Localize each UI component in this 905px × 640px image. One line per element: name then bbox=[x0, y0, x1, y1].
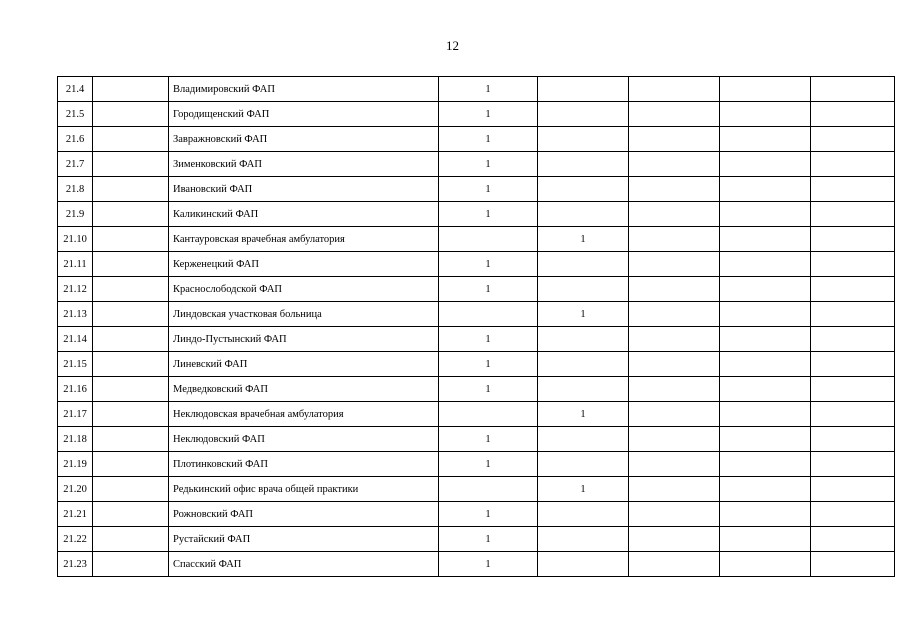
fap-count-cell: 1 bbox=[439, 427, 538, 452]
empty-cell bbox=[629, 127, 720, 152]
empty-cell bbox=[720, 127, 811, 152]
facility-name-cell: Зименковский ФАП bbox=[169, 152, 439, 177]
table-row bbox=[58, 527, 895, 552]
empty-cell bbox=[93, 202, 169, 227]
table-row bbox=[58, 127, 895, 152]
row-number-cell: 21.17 bbox=[58, 402, 93, 427]
ambulatory-count-cell bbox=[538, 452, 629, 477]
table-row bbox=[58, 427, 895, 452]
fap-count-cell: 1 bbox=[439, 277, 538, 302]
ambulatory-count-cell bbox=[538, 252, 629, 277]
row-number-cell: 21.16 bbox=[58, 377, 93, 402]
table-row bbox=[58, 302, 895, 327]
ambulatory-count-cell: 1 bbox=[538, 402, 629, 427]
fap-count-cell: 1 bbox=[439, 177, 538, 202]
empty-cell bbox=[811, 527, 895, 552]
page-number: 12 bbox=[446, 38, 459, 53]
facility-name-cell: Краснослободской ФАП bbox=[169, 277, 439, 302]
facility-name-cell: Неклюдовский ФАП bbox=[169, 427, 439, 452]
fap-count-cell bbox=[439, 227, 538, 252]
empty-cell bbox=[811, 227, 895, 252]
fap-count-cell: 1 bbox=[439, 527, 538, 552]
ambulatory-count-cell bbox=[538, 352, 629, 377]
empty-cell bbox=[629, 527, 720, 552]
ambulatory-count-cell bbox=[538, 552, 629, 577]
ambulatory-count-cell: 1 bbox=[538, 227, 629, 252]
empty-cell bbox=[811, 427, 895, 452]
facility-name-cell: Линдовская участковая больница bbox=[169, 302, 439, 327]
empty-cell bbox=[629, 402, 720, 427]
facility-name-cell: Редькинский офис врача общей практики bbox=[169, 477, 439, 502]
table-row bbox=[58, 152, 895, 177]
empty-cell bbox=[720, 427, 811, 452]
empty-cell bbox=[720, 377, 811, 402]
empty-cell bbox=[629, 152, 720, 177]
empty-cell bbox=[93, 177, 169, 202]
empty-cell bbox=[720, 527, 811, 552]
table-row bbox=[58, 402, 895, 427]
empty-cell bbox=[93, 552, 169, 577]
fap-count-cell bbox=[439, 477, 538, 502]
empty-cell bbox=[93, 402, 169, 427]
ambulatory-count-cell bbox=[538, 152, 629, 177]
fap-count-cell: 1 bbox=[439, 352, 538, 377]
empty-cell bbox=[811, 127, 895, 152]
fap-count-cell: 1 bbox=[439, 152, 538, 177]
empty-cell bbox=[93, 302, 169, 327]
ambulatory-count-cell bbox=[538, 127, 629, 152]
empty-cell bbox=[811, 327, 895, 352]
empty-cell bbox=[720, 302, 811, 327]
row-number-cell: 21.21 bbox=[58, 502, 93, 527]
empty-cell bbox=[629, 252, 720, 277]
table-row bbox=[58, 102, 895, 127]
table-body bbox=[58, 77, 895, 577]
fap-count-cell: 1 bbox=[439, 202, 538, 227]
empty-cell bbox=[93, 502, 169, 527]
empty-cell bbox=[93, 77, 169, 102]
empty-cell bbox=[629, 202, 720, 227]
empty-cell bbox=[93, 152, 169, 177]
table-row bbox=[58, 552, 895, 577]
row-number-cell: 21.5 bbox=[58, 102, 93, 127]
table-row bbox=[58, 252, 895, 277]
fap-count-cell bbox=[439, 402, 538, 427]
facility-name-cell: Линдо-Пустынский ФАП bbox=[169, 327, 439, 352]
empty-cell bbox=[93, 227, 169, 252]
facility-name-cell: Медведковский ФАП bbox=[169, 377, 439, 402]
facility-name-cell: Каликинский ФАП bbox=[169, 202, 439, 227]
facility-name-cell: Плотинковский ФАП bbox=[169, 452, 439, 477]
table-row bbox=[58, 377, 895, 402]
table-row bbox=[58, 277, 895, 302]
empty-cell bbox=[629, 177, 720, 202]
facility-name-cell: Владимировский ФАП bbox=[169, 77, 439, 102]
empty-cell bbox=[720, 102, 811, 127]
ambulatory-count-cell bbox=[538, 102, 629, 127]
empty-cell bbox=[93, 327, 169, 352]
facility-name-cell: Спасский ФАП bbox=[169, 552, 439, 577]
facility-name-cell: Линевский ФАП bbox=[169, 352, 439, 377]
empty-cell bbox=[720, 252, 811, 277]
empty-cell bbox=[93, 102, 169, 127]
empty-cell bbox=[93, 377, 169, 402]
table-row bbox=[58, 502, 895, 527]
empty-cell bbox=[720, 552, 811, 577]
empty-cell bbox=[811, 352, 895, 377]
ambulatory-count-cell bbox=[538, 527, 629, 552]
empty-cell bbox=[629, 327, 720, 352]
row-number-cell: 21.11 bbox=[58, 252, 93, 277]
empty-cell bbox=[629, 552, 720, 577]
ambulatory-count-cell bbox=[538, 327, 629, 352]
empty-cell bbox=[811, 177, 895, 202]
table-row bbox=[58, 327, 895, 352]
table-row bbox=[58, 227, 895, 252]
empty-cell bbox=[629, 452, 720, 477]
empty-cell bbox=[720, 327, 811, 352]
empty-cell bbox=[720, 277, 811, 302]
fap-count-cell: 1 bbox=[439, 552, 538, 577]
empty-cell bbox=[720, 152, 811, 177]
empty-cell bbox=[811, 77, 895, 102]
row-number-cell: 21.10 bbox=[58, 227, 93, 252]
empty-cell bbox=[811, 377, 895, 402]
row-number-cell: 21.7 bbox=[58, 152, 93, 177]
facility-name-cell: Керженецкий ФАП bbox=[169, 252, 439, 277]
row-number-cell: 21.13 bbox=[58, 302, 93, 327]
fap-count-cell: 1 bbox=[439, 452, 538, 477]
facilities-table bbox=[57, 76, 895, 577]
ambulatory-count-cell bbox=[538, 427, 629, 452]
empty-cell bbox=[811, 152, 895, 177]
empty-cell bbox=[811, 202, 895, 227]
row-number-cell: 21.12 bbox=[58, 277, 93, 302]
empty-cell bbox=[93, 452, 169, 477]
empty-cell bbox=[720, 227, 811, 252]
fap-count-cell: 1 bbox=[439, 327, 538, 352]
empty-cell bbox=[629, 77, 720, 102]
row-number-cell: 21.8 bbox=[58, 177, 93, 202]
row-number-cell: 21.15 bbox=[58, 352, 93, 377]
empty-cell bbox=[720, 177, 811, 202]
empty-cell bbox=[720, 352, 811, 377]
empty-cell bbox=[811, 302, 895, 327]
ambulatory-count-cell: 1 bbox=[538, 477, 629, 502]
facility-name-cell: Рожновский ФАП bbox=[169, 502, 439, 527]
facility-name-cell: Городищенский ФАП bbox=[169, 102, 439, 127]
table-row bbox=[58, 177, 895, 202]
empty-cell bbox=[629, 102, 720, 127]
empty-cell bbox=[629, 302, 720, 327]
table-row bbox=[58, 477, 895, 502]
row-number-cell: 21.14 bbox=[58, 327, 93, 352]
fap-count-cell: 1 bbox=[439, 502, 538, 527]
empty-cell bbox=[629, 427, 720, 452]
empty-cell bbox=[720, 202, 811, 227]
empty-cell bbox=[811, 452, 895, 477]
row-number-cell: 21.9 bbox=[58, 202, 93, 227]
empty-cell bbox=[629, 477, 720, 502]
empty-cell bbox=[720, 402, 811, 427]
empty-cell bbox=[93, 277, 169, 302]
fap-count-cell bbox=[439, 302, 538, 327]
empty-cell bbox=[93, 127, 169, 152]
table-row bbox=[58, 352, 895, 377]
empty-cell bbox=[93, 352, 169, 377]
empty-cell bbox=[720, 452, 811, 477]
ambulatory-count-cell: 1 bbox=[538, 302, 629, 327]
fap-count-cell: 1 bbox=[439, 252, 538, 277]
empty-cell bbox=[811, 502, 895, 527]
empty-cell bbox=[93, 427, 169, 452]
empty-cell bbox=[93, 527, 169, 552]
empty-cell bbox=[629, 352, 720, 377]
facility-name-cell: Неклюдовская врачебная амбулатория bbox=[169, 402, 439, 427]
fap-count-cell: 1 bbox=[439, 127, 538, 152]
empty-cell bbox=[720, 77, 811, 102]
ambulatory-count-cell bbox=[538, 502, 629, 527]
ambulatory-count-cell bbox=[538, 77, 629, 102]
table-row bbox=[58, 77, 895, 102]
ambulatory-count-cell bbox=[538, 277, 629, 302]
empty-cell bbox=[811, 477, 895, 502]
row-number-cell: 21.22 bbox=[58, 527, 93, 552]
empty-cell bbox=[93, 477, 169, 502]
ambulatory-count-cell bbox=[538, 202, 629, 227]
empty-cell bbox=[811, 102, 895, 127]
empty-cell bbox=[720, 477, 811, 502]
facility-name-cell: Завражновский ФАП bbox=[169, 127, 439, 152]
fap-count-cell: 1 bbox=[439, 102, 538, 127]
empty-cell bbox=[811, 252, 895, 277]
row-number-cell: 21.18 bbox=[58, 427, 93, 452]
table-row bbox=[58, 452, 895, 477]
empty-cell bbox=[629, 227, 720, 252]
empty-cell bbox=[720, 502, 811, 527]
ambulatory-count-cell bbox=[538, 177, 629, 202]
row-number-cell: 21.23 bbox=[58, 552, 93, 577]
empty-cell bbox=[629, 502, 720, 527]
empty-cell bbox=[811, 402, 895, 427]
row-number-cell: 21.6 bbox=[58, 127, 93, 152]
facility-name-cell: Рустайский ФАП bbox=[169, 527, 439, 552]
row-number-cell: 21.4 bbox=[58, 77, 93, 102]
facility-name-cell: Кантауровская врачебная амбулатория bbox=[169, 227, 439, 252]
empty-cell bbox=[811, 277, 895, 302]
empty-cell bbox=[629, 277, 720, 302]
row-number-cell: 21.19 bbox=[58, 452, 93, 477]
empty-cell bbox=[629, 377, 720, 402]
row-number-cell: 21.20 bbox=[58, 477, 93, 502]
fap-count-cell: 1 bbox=[439, 377, 538, 402]
facility-name-cell: Ивановский ФАП bbox=[169, 177, 439, 202]
empty-cell bbox=[93, 252, 169, 277]
ambulatory-count-cell bbox=[538, 377, 629, 402]
empty-cell bbox=[811, 552, 895, 577]
fap-count-cell: 1 bbox=[439, 77, 538, 102]
table-row bbox=[58, 202, 895, 227]
